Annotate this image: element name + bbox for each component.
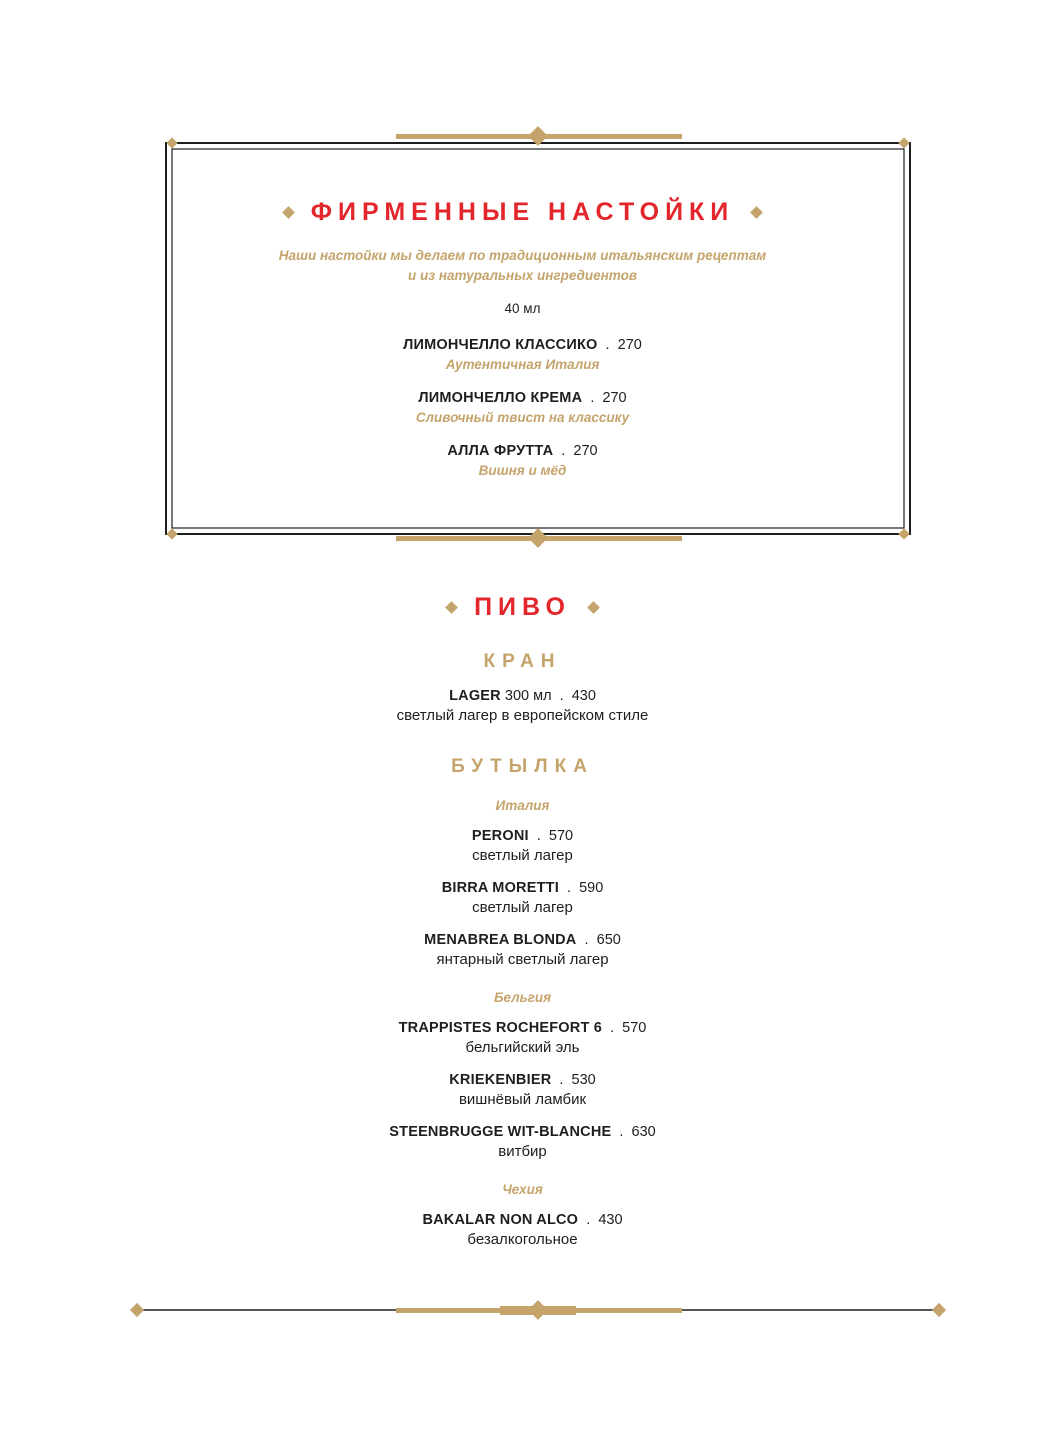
item-description: Сливочный твист на классику (415, 410, 630, 425)
menu-item: KRIEKENBIER . 530 вишнёвый ламбик (0, 1070, 1045, 1110)
menu-item: BIRRA MORETTI . 590 светлый лагер (0, 878, 1045, 918)
region-label: Италия (495, 798, 550, 813)
menu-item: BAKALAR NON ALCO . 430 безалкогольное (0, 1210, 1045, 1250)
item-price: 270 (617, 337, 642, 353)
item-price: 430 (598, 1212, 623, 1228)
item-price: 570 (622, 1020, 647, 1036)
item-price: 530 (571, 1072, 596, 1088)
diamond-icon (445, 601, 458, 614)
menu-item: LAGER 300 мл . 430 светлый лагер в европейском стиле (0, 686, 1045, 726)
item-price: 570 (548, 828, 574, 844)
menu-item: ЛИМОНЧЕЛЛО КРЕМА . 270 Сливочный твист на классику (0, 388, 1045, 428)
item-description: светлый лагер в европейском стиле (396, 707, 649, 724)
item-description: вишнёвый ламбик (458, 1091, 587, 1108)
item-price: 270 (573, 443, 598, 459)
menu-item: PERONI . 570 светлый лагер (0, 826, 1045, 866)
menu-item: STEENBRUGGE WIT-BLANCHE . 630 витбир (0, 1122, 1045, 1162)
item-name: LAGER (449, 688, 501, 704)
corner-diamond-tl (166, 137, 177, 148)
liqueurs-intro: Наши настойки мы делаем по традиционным итальянским рецептам и из натуральных ингредиентов (278, 248, 767, 283)
menu-item: MENABREA BLONDA . 650 янтарный светлый лагер (0, 930, 1045, 970)
item-price: 630 (631, 1124, 656, 1140)
footer-left-diamond (130, 1303, 144, 1317)
diamond-icon (282, 206, 295, 219)
item-name: BAKALAR NON ALCO (422, 1212, 579, 1228)
subsection-title-bottle: БУТЫЛКА (451, 756, 594, 777)
region-label: Чехия (502, 1182, 543, 1197)
diamond-icon (587, 601, 600, 614)
corner-diamond-br (898, 528, 909, 539)
beer-header (0, 593, 1045, 622)
item-name: TRAPPISTES ROCHEFORT 6 (398, 1020, 603, 1036)
item-name: ЛИМОНЧЕЛЛО КРЕМА (418, 390, 583, 406)
section-title-beer: ПИВО (474, 593, 571, 621)
corner-diamond-bl (166, 528, 177, 539)
item-name: PERONI (471, 828, 529, 844)
diamond-icon (750, 206, 763, 219)
subsection-title-tap: КРАН (483, 651, 562, 672)
item-price: 590 (579, 880, 604, 896)
item-name: ЛИМОНЧЕЛЛО КЛАССИКО (403, 337, 598, 353)
item-price: 270 (602, 390, 627, 406)
footer-center-diamond (528, 1300, 548, 1320)
menu-item: ЛИМОНЧЕЛЛО КЛАССИКО . 270 Аутентичная Италия (0, 335, 1045, 375)
item-price: 430 (571, 688, 596, 704)
item-description: светлый лагер (472, 899, 573, 916)
item-description: светлый лагер (472, 847, 573, 864)
item-name: MENABREA BLONDA (424, 932, 577, 948)
footer-right-diamond (932, 1303, 946, 1317)
menu-item: TRAPPISTES ROCHEFORT 6 . 570 бельгийский эль (0, 1018, 1045, 1058)
item-description: безалкогольное (467, 1231, 578, 1248)
corner-diamond-tr (898, 137, 909, 148)
item-description: бельгийский эль (465, 1039, 580, 1056)
item-description: витбир (498, 1143, 547, 1160)
item-volume: 300 мл (504, 688, 552, 704)
liqueurs-volume: 40 мл (504, 301, 541, 316)
item-description: янтарный светлый лагер (436, 951, 609, 968)
item-name: STEENBRUGGE WIT-BLANCHE (389, 1124, 612, 1140)
item-price: 650 (596, 932, 621, 948)
bottom-center-diamond (528, 528, 548, 548)
region-label: Бельгия (493, 990, 552, 1005)
item-name: BIRRA MORETTI (441, 880, 559, 896)
menu-item: АЛЛА ФРУТТА . 270 Вишня и мёд (0, 441, 1045, 481)
liqueurs-header (0, 198, 1045, 227)
item-name: KRIEKENBIER (449, 1072, 552, 1088)
item-description: Аутентичная Италия (445, 357, 600, 372)
item-description: Вишня и мёд (478, 463, 567, 478)
item-name: АЛЛА ФРУТТА (447, 443, 554, 459)
section-title-liqueurs: ФИРМЕННЫЕ НАСТОЙКИ (310, 198, 735, 226)
